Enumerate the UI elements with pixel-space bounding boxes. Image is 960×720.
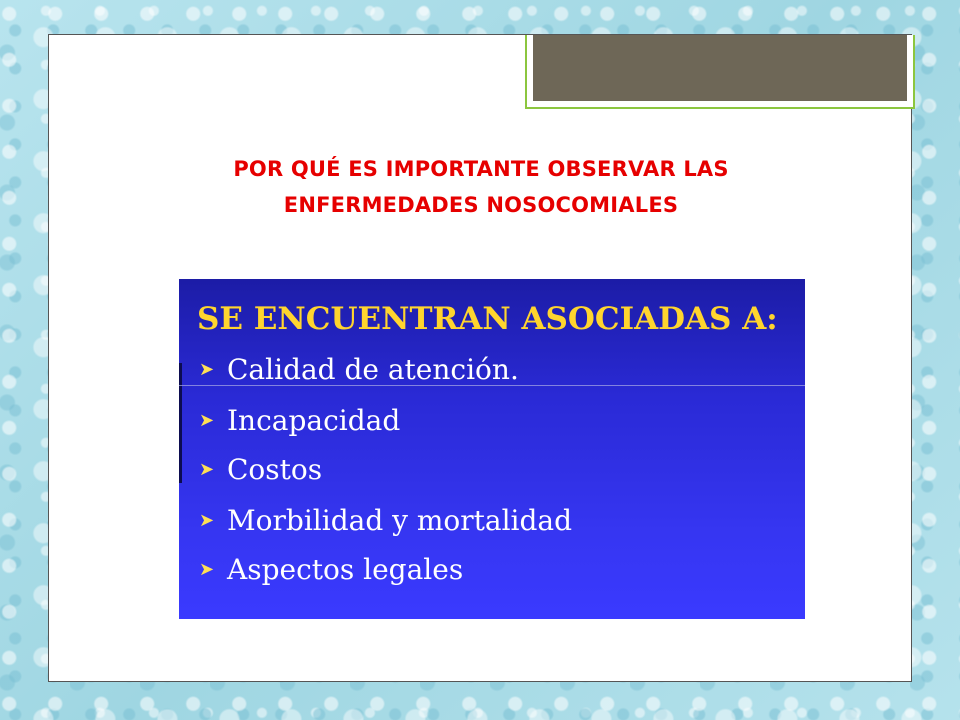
embedded-slide-image [179,279,805,619]
chevron-right-icon: ➤ [199,458,215,480]
list-item [199,400,400,440]
slide-title-line-1: POR QUÉ ES IMPORTANTE OBSERVAR LAS [233,157,729,181]
slide-title [121,151,841,223]
image-heading: SE ENCUENTRAN ASOCIADAS A: [197,301,778,337]
slide-title-line-2: ENFERMEDADES NOSOCOMIALES [283,193,679,217]
accent-box [525,35,915,109]
list-item [199,549,463,589]
list-item [199,449,322,489]
list-item [199,349,519,389]
chevron-right-icon: ➤ [199,558,215,580]
list-item-label: Morbilidad y mortalidad [227,503,573,537]
image-left-rule [179,363,182,483]
chevron-right-icon: ➤ [199,358,215,380]
list-item-label: Incapacidad [227,403,401,437]
chevron-right-icon: ➤ [199,409,215,431]
list-item [199,500,572,540]
list-item-label: Calidad de atención. [227,352,519,386]
slide-panel [48,34,912,682]
chevron-right-icon: ➤ [199,509,215,531]
list-item-label: Costos [227,452,323,486]
accent-box-fill [533,35,907,101]
list-item-label: Aspectos legales [227,552,464,586]
